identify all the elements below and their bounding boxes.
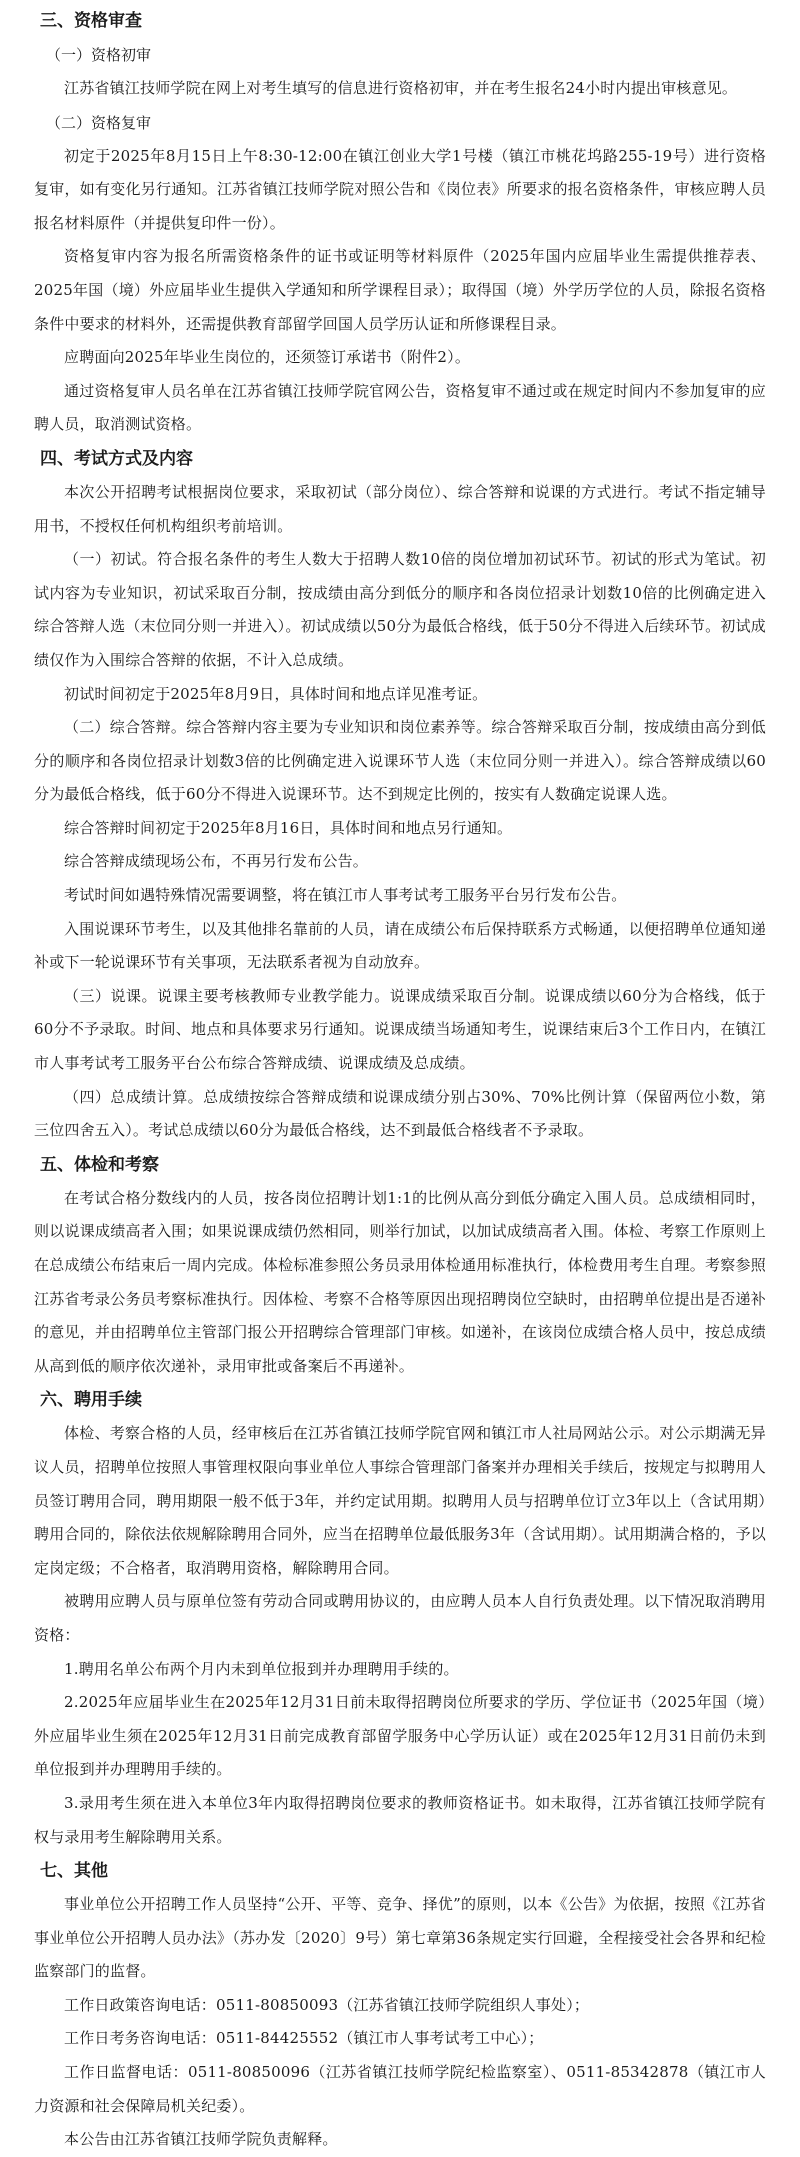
paragraph: （三）说课。说课主要考核教师专业教学能力。说课成绩采取百分制。说课成绩以60分为合格线，低于60分不予录取。时间、地点和具体要求另行通知。说课成绩当场通知考生，说课结束后3个工作日内，在镇江市人事考试考工服务平台公布综合答辩成绩、说课成绩及总成绩。 [34,986,766,1073]
section-heading-other: 七、其他 [40,1861,108,1882]
paragraph: 综合答辩时间初定于2025年8月16日，具体时间和地点另行通知。 [64,818,513,837]
section-heading-qualification-review: 三、资格审查 [40,11,142,31]
paragraph: 体检、考察合格的人员，经审核后在江苏省镇江技师学院官网和镇江市人社局网站公示。对公示期满无异议人员，招聘单位按照人事管理权限向事业单位人事综合管理部门备案并办理相关手续后，按规定与拟聘用人员签订聘用合同，聘用期限一般不低于3年，并约定试用期。拟聘用人员与招聘单位订立3年以上（含试用期）聘用合同的，除依法依规解除聘用合同外，应当在招聘单位最低服务3年（含试用期）。试用期满合格的，予以定岗定级；不合格者，取消聘用资格，解除聘用合同。 [34,1424,766,1577]
subheading-second-review: （二）资格复审 [46,113,152,132]
list-item: 3.录用考生须在进入本单位3年内取得招聘岗位要求的教师资格证书。如未取得，江苏省镇江技师学院有权与录用考生解除聘用关系。 [34,1793,766,1846]
paragraph: 初试时间初定于2025年8月9日，具体时间和地点详见准考证。 [64,684,488,703]
paragraph: 被聘用应聘人员与原单位签有劳动合同或聘用协议的，由应聘人员本人自行负责处理。以下情况取消聘用资格： [34,1592,766,1644]
paragraph: （二）综合答辩。综合答辩内容主要为专业知识和岗位素养等。综合答辩采取百分制，按成绩由高分到低分的顺序和各岗位招录计划数3倍的比例确定进入说课环节人选（末位同分则一并进入）。综合答辩成绩以60分为最低合格线，低于60分不得进入说课环节。达不到规定比例的，按实有人数确定说课人选。 [34,718,766,804]
paragraph: 事业单位公开招聘工作人员坚持“公开、平等、竞争、择优”的原则，以本《公告》为依据，按照《江苏省事业单位公开招聘人员办法》（苏办发〔2020〕9号）第七章第36条规定实行回避，全程接受社会各界和纪检监察部门的监督。 [34,1895,766,1981]
paragraph: 资格复审内容为报名所需资格条件的证书或证明等材料原件（2025年国内应届毕业生需提供推荐表、2025年国（境）外应届毕业生提供入学通知和所学课程目录）；取得国（境）外学历学位的人员，除报名资格条件中要求的材料外，还需提供教育部留学回国人员学历认证和所修课程目录。 [34,247,766,333]
list-item: 2.2025年应届毕业生在2025年12月31日前未取得招聘岗位所要求的学历、学位证书（2025年国（境）外应届毕业生须在2025年12月31日前完成教育部留学服务中心学历认证）或在2025年12月31日前仍未到单位报到并办理聘用手续的。 [34,1693,766,1779]
paragraph: 江苏省镇江技师学院在网上对考生填写的信息进行资格初审，并在考生报名24小时内提出审核意见。 [64,79,738,97]
section-heading-exam-method: 四、考试方式及内容 [40,448,193,469]
exam-hotline: 工作日考务咨询电话：0511-84425552（镇江市人事考试考工中心）； [64,2029,544,2048]
policy-hotline: 工作日政策咨询电话：0511-80850093（江苏省镇江技师学院组织人事处）； [64,1995,590,2014]
subheading-preliminary-review: （一）资格初审 [46,46,152,64]
paragraph: 应聘面向2025年毕业生岗位的，还须签订承诺书（附件2）。 [64,348,471,367]
paragraph: 本次公开招聘考试根据岗位要求，采取初试（部分岗位）、综合答辩和说课的方式进行。考试不指定辅导用书，不授权任何机构组织考前培训。 [34,482,766,535]
paragraph: 考试时间如遇特殊情况需要调整，将在镇江市人事考试考工服务平台另行发布公告。 [64,886,627,905]
paragraph: 综合答辩成绩现场公布，不再另行发布公告。 [64,852,369,871]
section-heading-medical-exam: 五、体检和考察 [40,1154,159,1175]
paragraph: 通过资格复审人员名单在江苏省镇江技师学院官网公告，资格复审不通过或在规定时间内不参加复审的应聘人员，取消测试资格。 [34,381,766,434]
paragraph: （一）初试。符合报名条件的考生人数大于招聘人数10倍的岗位增加初试环节。初试的形式为笔试。初试内容为专业知识，初试采取百分制，按成绩由高分到低分的顺序和各岗位招录计划数10倍的比例确定进入综合答辩人选（末位同分则一并进入）。初试成绩以50分为最低合格线，低于50分不得进入后续环节。初试成绩仅作为入围综合答辩的依据，不计入总成绩。 [34,550,766,669]
list-item: 1.聘用名单公布两个月内未到单位报到并办理聘用手续的。 [64,1659,459,1678]
section-heading-employment-procedures: 六、聘用手续 [40,1390,142,1411]
closing-statement: 本公告由江苏省镇江技师学院负责解释。 [64,2130,338,2149]
paragraph: 在考试合格分数线内的人员，按各岗位招聘计划1:1的比例从高分到低分确定入围人员。总成绩相同时，则以说课成绩高者入围；如果说课成绩仍然相同，则举行加试，以加试成绩高者入围。体检、考察工作原则上在总成绩公布结束后一周内完成。体检标准参照公务员录用体检通用标准执行，体检费用考生自理。考察参照江苏省考录公务员考察标准执行。因体检、考察不合格等原因出现招聘岗位空缺时，由招聘单位提出是否递补的意见，并由招聘单位主管部门报公开招聘综合管理部门审核。如递补，在该岗位成绩合格人员中，按总成绩从高到低的顺序依次递补，录用审批或备案后不再递补。 [34,1188,766,1375]
supervision-hotline: 工作日监督电话：0511-80850096（江苏省镇江技师学院纪检监察室）、0511-85342878（镇江市人力资源和社会保障局机关纪委）。 [34,2063,766,2115]
paragraph: （四）总成绩计算。总成绩按综合答辩成绩和说课成绩分别占30%、70%比例计算（保留两位小数，第三位四舍五入）。考试总成绩以60分为最低合格线，达不到最低合格线者不予录取。 [34,1087,766,1140]
paragraph: 入围说课环节考生，以及其他排名靠前的人员，请在成绩公布后保持联系方式畅通，以便招聘单位通知递补或下一轮说课环节有关事项，无法联系者视为自动放弃。 [34,919,766,972]
paragraph: 初定于2025年8月15日上午8:30-12:00在镇江创业大学1号楼（镇江市桃花坞路255-19号）进行资格复审，如有变化另行通知。江苏省镇江技师学院对照公告和《岗位表》所要求的报名资格条件，审核应聘人员报名材料原件（并提供复印件一份）。 [34,146,766,232]
